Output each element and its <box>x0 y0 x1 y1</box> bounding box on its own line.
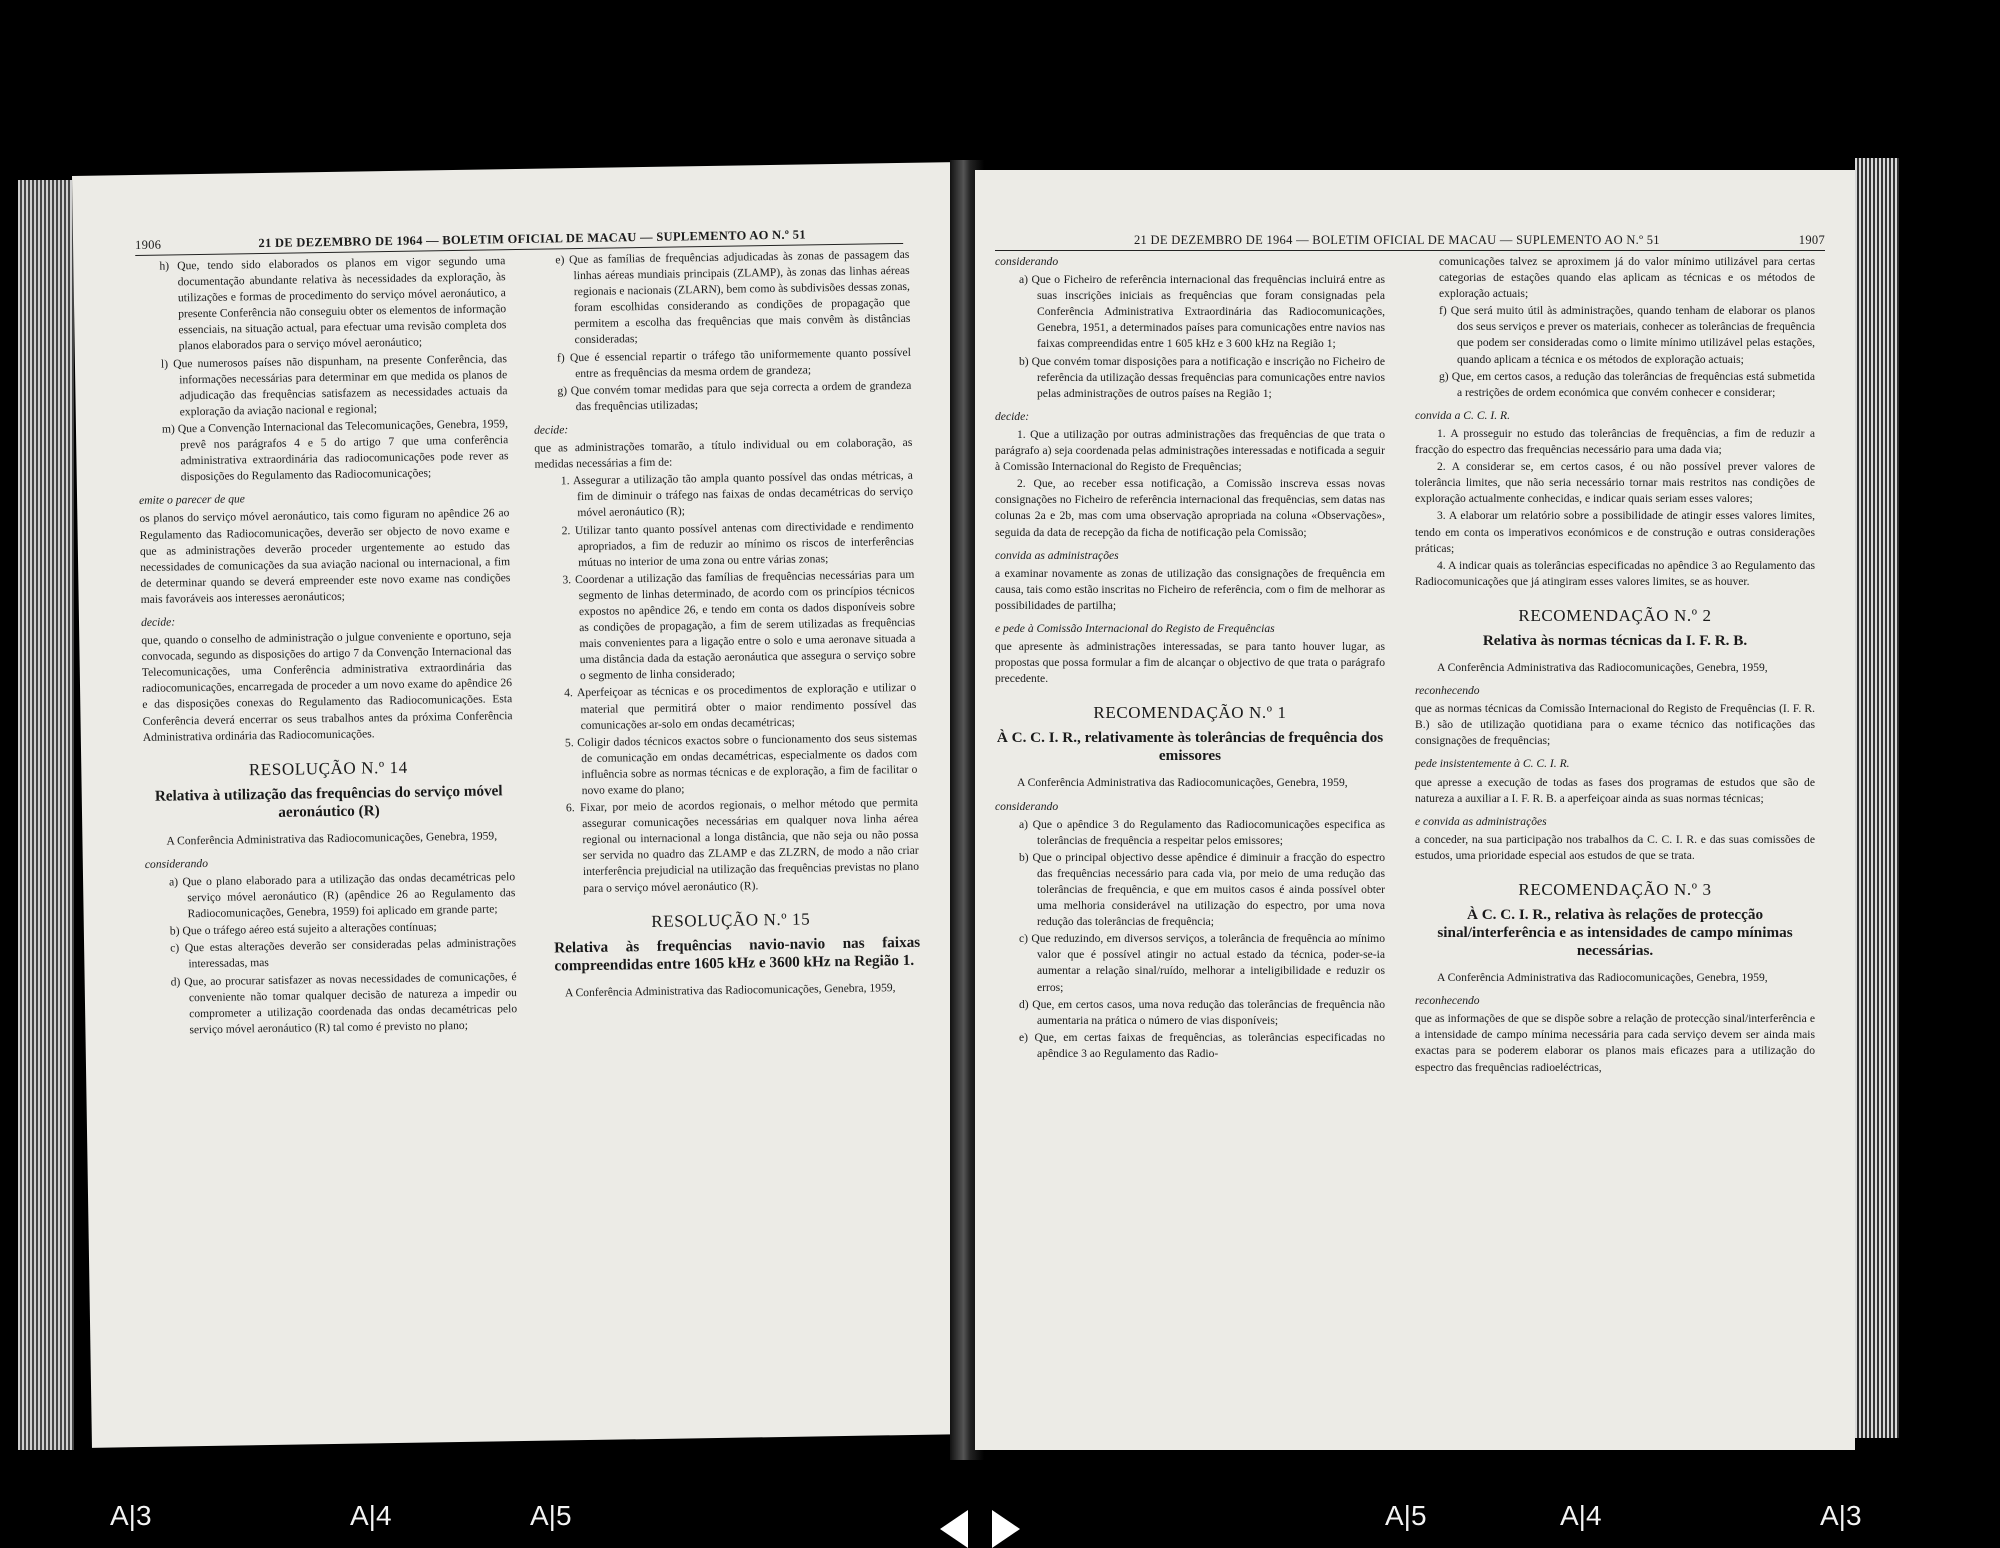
column-left <box>135 253 517 1040</box>
decide-item-5: 5. Coligir dados técnicos exactos sobre o funcionamento dos seus sistemas de comunicação em ondas decamétricas, especialmente os dados com influência sobre as normas técnicas e de exploração, a fim de facilitar o novo exame do plano; <box>564 730 918 798</box>
considerando-b: b) Que o tráfego aéreo está sujeito a alterações contínuas; <box>169 920 437 938</box>
decide-item-1: 1. Assegurar a utilização tão ampla quanto possível das ondas métricas, a fim de diminuir o tráfego nas faixas de ondas decamétricas do serviço móvel aeronáutico (R); <box>560 469 914 520</box>
arrow-left-icon <box>940 1510 968 1548</box>
recommendation-1-intro: A Conferência Administrativa das Radiocomunicações, Genebra, 1959, <box>1017 776 1348 790</box>
considerando-label: considerando <box>144 856 209 871</box>
considerando-e: e) Que as famílias de frequências adjudicadas às zonas de passagem das linhas aéreas mundiais principais (ZLAMP), às zonas das linhas aéreas regionais e nacionais (ZLARN), bem como às subdivisões dessas zonas, foram escolhidas considerando as condições de propagação que permitem a escolha das frequências que mais convêm às distâncias consideradas; <box>555 247 911 347</box>
running-title: 21 DE DEZEMBRO DE 1964 — BOLETIM OFICIAL DE MACAU — SUPLEMENTO AO N.º 51 <box>1133 233 1660 247</box>
book-edge-right <box>1855 158 1899 1438</box>
page-number: 1906 <box>134 237 162 253</box>
considerando-e: e) Que, em certas faixas de frequências, as tolerâncias especificadas no apêndice 3 ao Regulamento das Radio- <box>1019 1030 1385 1060</box>
page-number: 1907 <box>1798 233 1825 247</box>
decide-text: que, quando o conselho de administração o julgue conveniente e oportuno, seja convocada, segundo as disposições do artigo 7 da Convenção Internacional das Telecomunicações, uma Conferência administrativa extraordinária das radiocomunicações, encarregada de proceder a um novo exame do apêndice 26 e das disposições conexas do Regulamento das Radiocomunicações. Esta Conferência deverá encerrar os seus trabalhos antes da próxima Conferência Administrativa ordinária das Radiocomunicações. <box>141 628 513 744</box>
convida-label: convida a C. C. I. R. <box>1415 408 1510 422</box>
considerando-b: b) Que o principal objectivo desse apêndice é diminuir a fracção do espectro das frequências necessário para cada via, por meio de uma redução das tolerâncias de frequência, e que em muitos casos é ainda possível obter uma melhoria considerável na utilização do espectro, por uma nova redução das tolerâncias de frequência; <box>1019 850 1385 929</box>
reconhecendo-label: reconhecendo <box>1415 684 1480 698</box>
film-mark: A|3 <box>1820 1500 1862 1531</box>
left-page <box>72 162 974 1448</box>
decide-intro: que as administrações tomarão, a título individual ou em colaboração, as medidas necessárias a fim de: <box>534 435 913 471</box>
book-edge-left <box>18 180 74 1450</box>
considerando-f: f) Que será muito útil às administrações, quando tenham de elaborar os planos dos seus serviços e prever os materiais, conhecer as tolerâncias de frequência que podem ser consideradas como o limite mínimo utilizável pelas estações, quando aplicam a técnica e os métodos de exploração actuais; <box>1439 304 1815 366</box>
considerando-label: considerando <box>995 255 1059 268</box>
reconhecendo-label: reconhecendo <box>1415 994 1480 1008</box>
recommendation-2-heading: Relativa às normas técnicas da I. F. R. B. <box>1482 631 1748 649</box>
considerando-a: a) Que o Ficheiro de referência internacional das frequências incluirá entre as suas inscrições iniciais as frequências que foram consignadas pela Conferência Administrativa Extraordinária das Radiocomunicações, Genebra, 1951, a determinados países para comunicações entre navios nas faixas compreendidas entre 1 605 kHz e 3 600 kHz na Região 1; <box>1019 273 1385 351</box>
column-right <box>531 247 921 1003</box>
considerando-label: considerando <box>995 799 1059 813</box>
pede-text: que apresente às administrações interessadas, se para tanto houver lugar, as propostas que possa formular a fim de alcançar o objectivo de que trata o parágrafo precedente. <box>995 640 1385 686</box>
recommendation-1-heading: À C. C. I. R., relativamente às tolerâncias de frequência dos emissores <box>996 729 1384 765</box>
recommendation-3-heading: À C. C. I. R., relativa às relações de protecção sinal/interferência e as intensidades de campo mínimas necessárias. <box>1437 906 1793 960</box>
decide-item-2: 2. Utilizar tanto quanto possível antenas com directividade e rendimento apropriados, a fim de reduzir ao mínimo os riscos de interferências mútuas no interior de uma zona ou entre várias zonas; <box>561 518 914 569</box>
convida-item-2: 2. A considerar se, em certos casos, é ou não possível prever valores de tolerância limites, que não seria necessário tornar mais restritos nas condições de exploração actualmente conhecidas, e indicar quais seriam esses valores; <box>1415 460 1815 506</box>
column-right <box>1415 254 1815 1077</box>
recommendation-2-intro: A Conferência Administrativa das Radiocomunicações, Genebra, 1959, <box>1437 660 1768 674</box>
right-page <box>975 170 1855 1450</box>
convida-label: convida as administrações <box>995 548 1119 562</box>
convida-label: e convida as administrações <box>1415 814 1547 828</box>
convida-item-3: 3. A elaborar um relatório sobre a possibilidade de atingir esses valores limites, tendo em conta os imperativos económicos e de construção e outras considerações práticas; <box>1415 509 1815 555</box>
recommendation-1-title: RECOMENDAÇÃO N.º 1 <box>1093 703 1287 723</box>
continuation-text: comunicações talvez se aproximem já do valor mínimo utilizável para certas categorias de estações quando elas aplicam as técnicas e os métodos de exploração actuais; <box>1439 255 1815 301</box>
film-mark: A|5 <box>530 1500 572 1531</box>
decide-label: decide: <box>533 423 569 437</box>
considerando-b: b) Que convém tomar disposições para a notificação e inscrição no Ficheiro de referência da utilização dessas frequências para comunicações entre navios pelas administrações de outros países na Região 1; <box>1019 354 1385 400</box>
decide-item-4: 4. Aperfeiçoar as técnicas e os procedimentos de exploração e utilizar o material que permitirá obter o maior rendimento possível das comunicações ar-solo em ondas decamétricas; <box>564 681 917 732</box>
considerando-c: c) Que reduzindo, em diversos serviços, a tolerância de frequência ao mínimo valor que é possível atingir no actual estado da técnica, poder-se-ia aumentar a relação sinal/ruído, melhorar a inteligibilidade e reduzir os erros; <box>1019 932 1385 994</box>
convida-item-4: 4. A indicar quais as tolerâncias especificadas no apêndice 3 ao Regulamento das Radiocomunicações que já atingiram esses valores limites, se as houver. <box>1415 558 1815 588</box>
film-mark: A|3 <box>110 1500 152 1531</box>
running-title: 21 DE DEZEMBRO DE 1964 — BOLETIM OFICIAL DE MACAU — SUPLEMENTO AO N.º 51 <box>258 227 806 251</box>
considerando-d: d) Que, em certos casos, uma nova redução das tolerâncias de frequência não aumentaria na prática o número de vias disponíveis; <box>1019 997 1385 1027</box>
film-strip-footer <box>0 1500 2000 1546</box>
pede-label: pede insistentemente à C. C. I. R. <box>1415 757 1570 771</box>
film-mark: A|5 <box>1385 1500 1427 1531</box>
decide-label: decide: <box>140 615 176 629</box>
film-mark: A|4 <box>350 1500 392 1531</box>
emite-text: os planos do serviço móvel aeronáutico, tais como figuram no apêndice 26 ao Regulamento das Radiocomunicações, deverão ser objecto de novo exame e que as administrações deverão proceder urgentemente ao estudo das necessidades de comunicações da sua aviação nacional ou internacional, a fim de determinar quando se deverá empreender este novo exame nas condições mais favoráveis aos interesses aeronáuticos; <box>139 506 511 606</box>
recommendation-2-title: RECOMENDAÇÃO N.º 2 <box>1518 605 1712 625</box>
considerando-g: g) Que convém tomar medidas para que seja correcta a ordem de grandeza das frequências utilizadas; <box>557 378 912 413</box>
paragraph-h: h) Que, tendo sido elaborados os planos em vigor segundo uma documentação abundante relativa às necessidades da exploração, às utilizações e formas de procedimento do serviço móvel aeronáutico, a presente Conferência não conseguiu obter os elementos de informação essenciais, na situação actual, para efectuar uma revisão completa dos planos elaborados para o serviço móvel aeronáutico; <box>159 254 507 353</box>
recommendation-3-title: RECOMENDAÇÃO N.º 3 <box>1518 880 1712 899</box>
resolution-15-title: RESOLUÇÃO N.º 15 <box>651 909 811 931</box>
reconhecendo-text: que as informações de que se dispõe sobre a relação de protecção sinal/interferência e a intensidade de campo mínima necessária para cada serviço devem ser ainda mais exactas para se poderem elaborar os planos mais eficazes para a utilização do espectro das frequências radioeléctricas, <box>1415 1012 1815 1074</box>
resolution-14-intro: A Conferência Administrativa das Radiocomunicações, Genebra, 1959, <box>166 829 498 848</box>
resolution-14-heading: Relativa à utilização das frequências do serviço móvel aeronáutico (R) <box>154 782 503 821</box>
paragraph-l: l) Que numerosos países não dispunham, na presente Conferência, das informações necessárias para determinar em que medida os planos de adjudicação das frequências satisfazem as necessidades actuais da exploração da aviação nacional e regional; <box>160 351 508 419</box>
film-mark: A|4 <box>1560 1500 1602 1531</box>
emite-label: emite o parecer de que <box>139 492 246 508</box>
resolution-15-intro: A Conferência Administrativa das Radiocomunicações, Genebra, 1959, <box>564 980 896 1000</box>
decide-item-1: 1. Que a utilização por outras administrações das frequências de que trata o parágrafo a) seja coordenada pelas administrações interessadas e notificada a seguir à Comissão Internacional do Registo de Frequências; <box>995 427 1385 474</box>
resolution-15-heading: Relativa às frequências navio-navio nas faixas compreendidas entre 1605 kHz e 3600 kHz na Região 1. <box>554 933 921 975</box>
pede-label: e pede à Comissão Internacional do Registo de Frequências <box>995 621 1275 635</box>
arrow-right-icon <box>992 1510 1020 1548</box>
convida-text: a conceder, na sua participação nos trabalhos da C. C. I. R. e das suas comissões de estudos, uma prioridade especial aos estudos de que se trata. <box>1415 832 1815 862</box>
decide-label: decide: <box>995 409 1030 423</box>
recommendation-3-intro: A Conferência Administrativa das Radiocomunicações, Genebra, 1959, <box>1437 971 1768 985</box>
decide-item-2: 2. Que, ao receber essa notificação, a Comissão inscreva essas novas consignações no Ficheiro de referência internacional das frequências, sem datas nas colunas 2a e 2b, mas com uma observação apropriada na coluna «Observações», seguida da data de recepção da ficha de notificação pela Comissão; <box>995 477 1385 539</box>
decide-item-3: 3. Coordenar a utilização das famílias de frequências necessárias para um segmento de linhas determinado, de acordo com os princípios técnicos expostos no apêndice 26, e tendo em conta os dados disponíveis sobre as condições de propagação, a fim de serem utilizadas as frequências mais convenientes para a ligação entre o solo e uma aeronave situada a uma distância dada da estação aeronáutica que assegura o serviço sobre o segmento de linha considerado; <box>562 567 916 683</box>
convida-item-1: 1. A prosseguir no estudo das tolerâncias de frequências, a fim de reduzir a fracção do espectro das frequências necessário para uma dada via; <box>1415 426 1815 457</box>
convida-text: a examinar novamente as zonas de utilização das consignações de frequência em causa, tais como estão inscritas no Ficheiro de referência, com o fim de melhorar as possibilidades de partilha; <box>995 566 1385 612</box>
column-left <box>995 254 1385 1063</box>
paragraph-m: m) Que a Convenção Internacional das Telecomunicações, Genebra, 1959, prevê nos parágrafos 4 e 5 do artigo 7 que uma conferência administrativa extraordinária das radiocomunicações pode rever as disposições do Regulamento das Radiocomunicações; <box>161 417 509 484</box>
page-header <box>995 226 1825 251</box>
considerando-c: c) Que estas alterações deverão ser consideradas pelas administrações interessadas, mas <box>170 936 517 971</box>
decide-item-6: 6. Fixar, por meio de acordos regionais, o melhor método que permita assegurar comunicações necessárias em qualquer nova linha aérea regional ou internacional a longa distância, que não seja ou não possa ser servida no quadro das ZLAMP e das ZLZRN, de modo a não criar interferência prejudicial na utilização das frequências previstas no plano para o serviço móvel aeronáutico (R). <box>565 795 920 895</box>
resolution-14-title: RESOLUÇÃO N.º 14 <box>248 757 408 780</box>
pede-text: que apresse a execução de todas as fases dos programas de estudos que são de natureza a auxiliar a I. F. R. B. a aperfeiçoar ainda as suas normas técnicas; <box>1415 775 1815 805</box>
considerando-a: a) Que o apêndice 3 do Regulamento das Radiocomunicações especifica as tolerâncias de frequência a respeitar pelos emissores; <box>1019 817 1385 847</box>
considerando-f: f) Que é essencial repartir o tráfego tão uniformemente quanto possível entre as frequências da mesma ordem de grandeza; <box>556 345 911 380</box>
considerando-a: a) Que o plano elaborado para a utilização das ondas decamétricas pelo serviço móvel aeronáutico (R) (apêndice 26 ao Regulamento das Radiocomunicações, Genebra, 1959) foi aplicado em grande parte; <box>169 870 516 921</box>
considerando-d: d) Que, ao procurar satisfazer as novas necessidades de comunicações, é conveniente não tomar qualquer decisão de natureza a impedir ou comprometer a utilização coordenada das ondas decamétricas pelo serviço móvel aeronáutico (R) tal como é previsto no plano; <box>170 969 518 1037</box>
considerando-g: g) Que, em certos casos, a redução das tolerâncias de frequências está submetida a restrições de ordem económica que convém conhecer e considerar; <box>1439 369 1815 399</box>
reconhecendo-text: que as normas técnicas da Comissão Internacional do Registo de Frequências (I. F. R. B.) são de utilização quotidiana para o exame técnico das notificações das consignações de frequências; <box>1415 702 1815 748</box>
